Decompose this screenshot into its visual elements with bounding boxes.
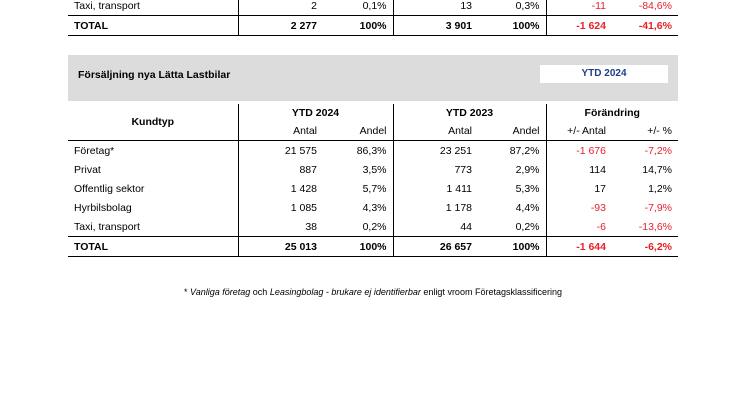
total-andel-2024: 100% [323, 237, 393, 257]
section-title: Försäljning nya Lätta Lastbilar [78, 69, 231, 81]
antal-2024-cell: 21 575 [238, 141, 323, 161]
header-kundtyp: Kundtyp [68, 104, 238, 141]
diff-antal-cell: -6 [546, 217, 612, 237]
antal-2023-cell: 1 178 [393, 198, 478, 217]
total-diff-pct: -41,6% [612, 16, 678, 36]
antal-2024-cell: 1 428 [238, 179, 323, 198]
diff-antal-cell: -93 [546, 198, 612, 217]
andel-2024-cell: 0,2% [362, 220, 387, 233]
footnote-star: * [184, 287, 188, 297]
header-antal-2024: Antal [238, 122, 323, 141]
andel-2023-cell: 4,4% [515, 201, 540, 214]
diff-antal-cell: -1 676 [546, 141, 612, 161]
kundtyp-cell: Privat [74, 163, 101, 176]
kundtyp-cell: Taxi, transport [74, 0, 140, 12]
footnote-term-2: Leasingbolag - brukare ej identifierbar [269, 287, 421, 297]
andel-2023-cell: 0,3% [515, 0, 540, 12]
footnote-term-1: Vanliga företag [190, 287, 251, 297]
diff-pct-cell: -7,9% [644, 201, 673, 214]
antal-2023-cell: 23 251 [393, 141, 478, 161]
total-andel-2023: 100% [478, 237, 546, 257]
table-body [68, 141, 678, 237]
table-row [68, 0, 678, 16]
total-antal-2023: 3 901 [393, 16, 478, 36]
andel-2024-cell: 5,7% [362, 182, 387, 195]
andel-2023-cell: 0,2% [515, 220, 540, 233]
andel-2024-cell: 4,3% [362, 201, 387, 214]
total-row [68, 16, 678, 36]
header-ytd-2023: YTD 2023 [393, 104, 546, 122]
header-andel-2023: Andel [478, 122, 546, 141]
diff-pct-cell: -84,6% [638, 0, 672, 12]
antal-2023-cell: 773 [393, 160, 478, 179]
footnote-and: och [252, 287, 268, 297]
antal-2024-cell: 1 085 [238, 198, 323, 217]
andel-2024-cell: 0,1% [362, 0, 387, 12]
diff-antal-cell: -11 [546, 0, 612, 16]
period-box: YTD 2024 [540, 65, 668, 83]
andel-2024-cell: 86,3% [356, 144, 387, 157]
diff-pct-cell: -7,2% [644, 144, 673, 157]
antal-2024-cell: 38 [238, 217, 323, 237]
table-row [68, 160, 678, 179]
kundtyp-cell: Taxi, transport [74, 220, 140, 233]
sales-table [68, 104, 678, 257]
header-forandring: Förändring [546, 104, 678, 122]
section-banner [68, 55, 678, 101]
andel-2023-cell: 5,3% [515, 182, 540, 195]
header-diff-antal: +/- Antal [546, 122, 612, 141]
previous-table [68, 0, 678, 36]
antal-2023-cell: 44 [393, 217, 478, 237]
andel-2024-cell: 3,5% [362, 163, 387, 176]
andel-2023-cell: 2,9% [515, 163, 540, 176]
antal-2023-cell: 1 411 [393, 179, 478, 198]
table-row [68, 179, 678, 198]
header-antal-2023: Antal [393, 122, 478, 141]
footnote-rest: enligt vroom Företagsklassificering [423, 287, 562, 297]
total-andel-2024: 100% [323, 16, 393, 36]
kundtyp-cell: Hyrbilsbolag [74, 201, 132, 214]
total-diff-pct: -6,2% [612, 237, 678, 257]
total-antal-2024: 25 013 [238, 237, 323, 257]
total-diff-antal: -1 644 [546, 237, 612, 257]
kundtyp-cell: Företag* [74, 144, 115, 157]
diff-pct-cell: 14,7% [642, 163, 673, 176]
table-row [68, 141, 678, 161]
andel-2023-cell: 87,2% [509, 144, 540, 157]
table-row [68, 198, 678, 217]
table-row [68, 217, 678, 237]
total-andel-2023: 100% [478, 16, 546, 36]
diff-antal-cell: 17 [546, 179, 612, 198]
total-antal-2023: 26 657 [393, 237, 478, 257]
header-andel-2024: Andel [323, 122, 393, 141]
antal-2024-cell: 2 [238, 0, 323, 16]
antal-2023-cell: 13 [393, 0, 478, 16]
antal-2024-cell: 887 [238, 160, 323, 179]
total-antal-2024: 2 277 [238, 16, 323, 36]
kundtyp-cell: Offentlig sektor [74, 182, 145, 195]
total-label: TOTAL [68, 237, 238, 257]
header-ytd-2024: YTD 2024 [238, 104, 393, 122]
diff-pct-cell: -13,6% [638, 220, 673, 233]
total-row [68, 237, 678, 257]
footnote [0, 287, 746, 297]
total-diff-antal: -1 624 [546, 16, 612, 36]
header-diff-pct: +/- % [612, 122, 678, 141]
diff-pct-cell: 1,2% [648, 182, 673, 195]
total-label: TOTAL [68, 16, 238, 36]
header-row-1 [68, 104, 678, 122]
diff-antal-cell: 114 [546, 160, 612, 179]
